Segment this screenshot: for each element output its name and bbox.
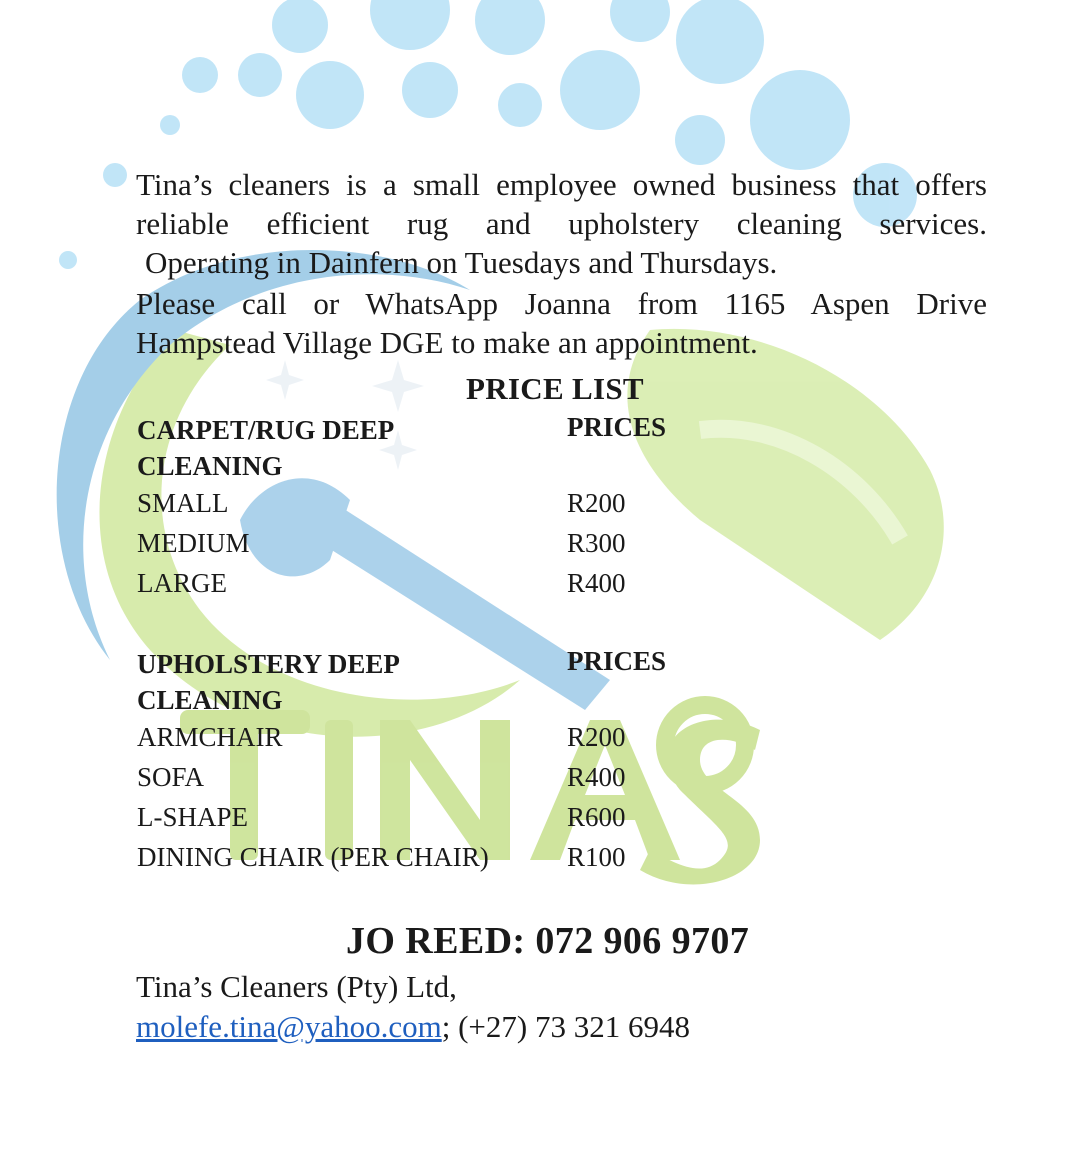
- contact-phone: JO REED: 072 906 9707: [346, 920, 750, 962]
- intro-line: Operating in Dainfern on Tuesdays and Thursdays.: [145, 245, 778, 280]
- price-item-value: R400: [567, 568, 626, 598]
- price-item-name: MEDIUM: [137, 528, 250, 558]
- price-item-value: R300: [567, 528, 626, 558]
- upholstery-prices-header: PRICES: [567, 646, 667, 676]
- carpet-section-heading: [137, 412, 394, 484]
- price-item-value: R200: [567, 488, 626, 518]
- carpet-heading-line2: CLEANING: [137, 451, 283, 481]
- intro-line: reliable efficient rug and upholstery cleaning services.: [136, 206, 987, 241]
- price-item-value: R100: [567, 842, 626, 872]
- price-item-name: SOFA: [137, 762, 205, 792]
- price-item-value: R400: [567, 762, 626, 792]
- intro-line: Please call or WhatsApp Joanna from 1165 Aspen Drive: [136, 286, 987, 321]
- carpet-heading-line1: CARPET/RUG DEEP: [137, 415, 395, 445]
- email-link[interactable]: molefe.tina@yahoo.com: [136, 1009, 442, 1044]
- carpet-prices-header: PRICES: [567, 412, 667, 442]
- price-item-name: DINING CHAIR (PER CHAIR): [137, 842, 489, 872]
- upholstery-section-heading: [137, 646, 400, 718]
- price-item-name: L-SHAPE: [137, 802, 249, 832]
- price-item-value: R600: [567, 802, 626, 832]
- price-item-name: ARMCHAIR: [137, 722, 283, 752]
- price-item-name: SMALL: [137, 488, 229, 518]
- email-line: [136, 1009, 690, 1045]
- price-list-title: PRICE LIST: [466, 371, 644, 406]
- intro-line: Tina’s cleaners is a small employee owned business that offers: [136, 167, 987, 202]
- phone-secondary: ; (+27) 73 321 6948: [441, 1009, 690, 1044]
- company-name: Tina’s Cleaners (Pty) Ltd,: [136, 969, 457, 1004]
- intro-line: Hampstead Village DGE to make an appointment.: [136, 325, 758, 360]
- upholstery-heading-line1: UPHOLSTERY DEEP: [137, 649, 400, 679]
- price-item-value: R200: [567, 722, 626, 752]
- upholstery-heading-line2: CLEANING: [137, 685, 283, 715]
- price-item-name: LARGE: [137, 568, 227, 598]
